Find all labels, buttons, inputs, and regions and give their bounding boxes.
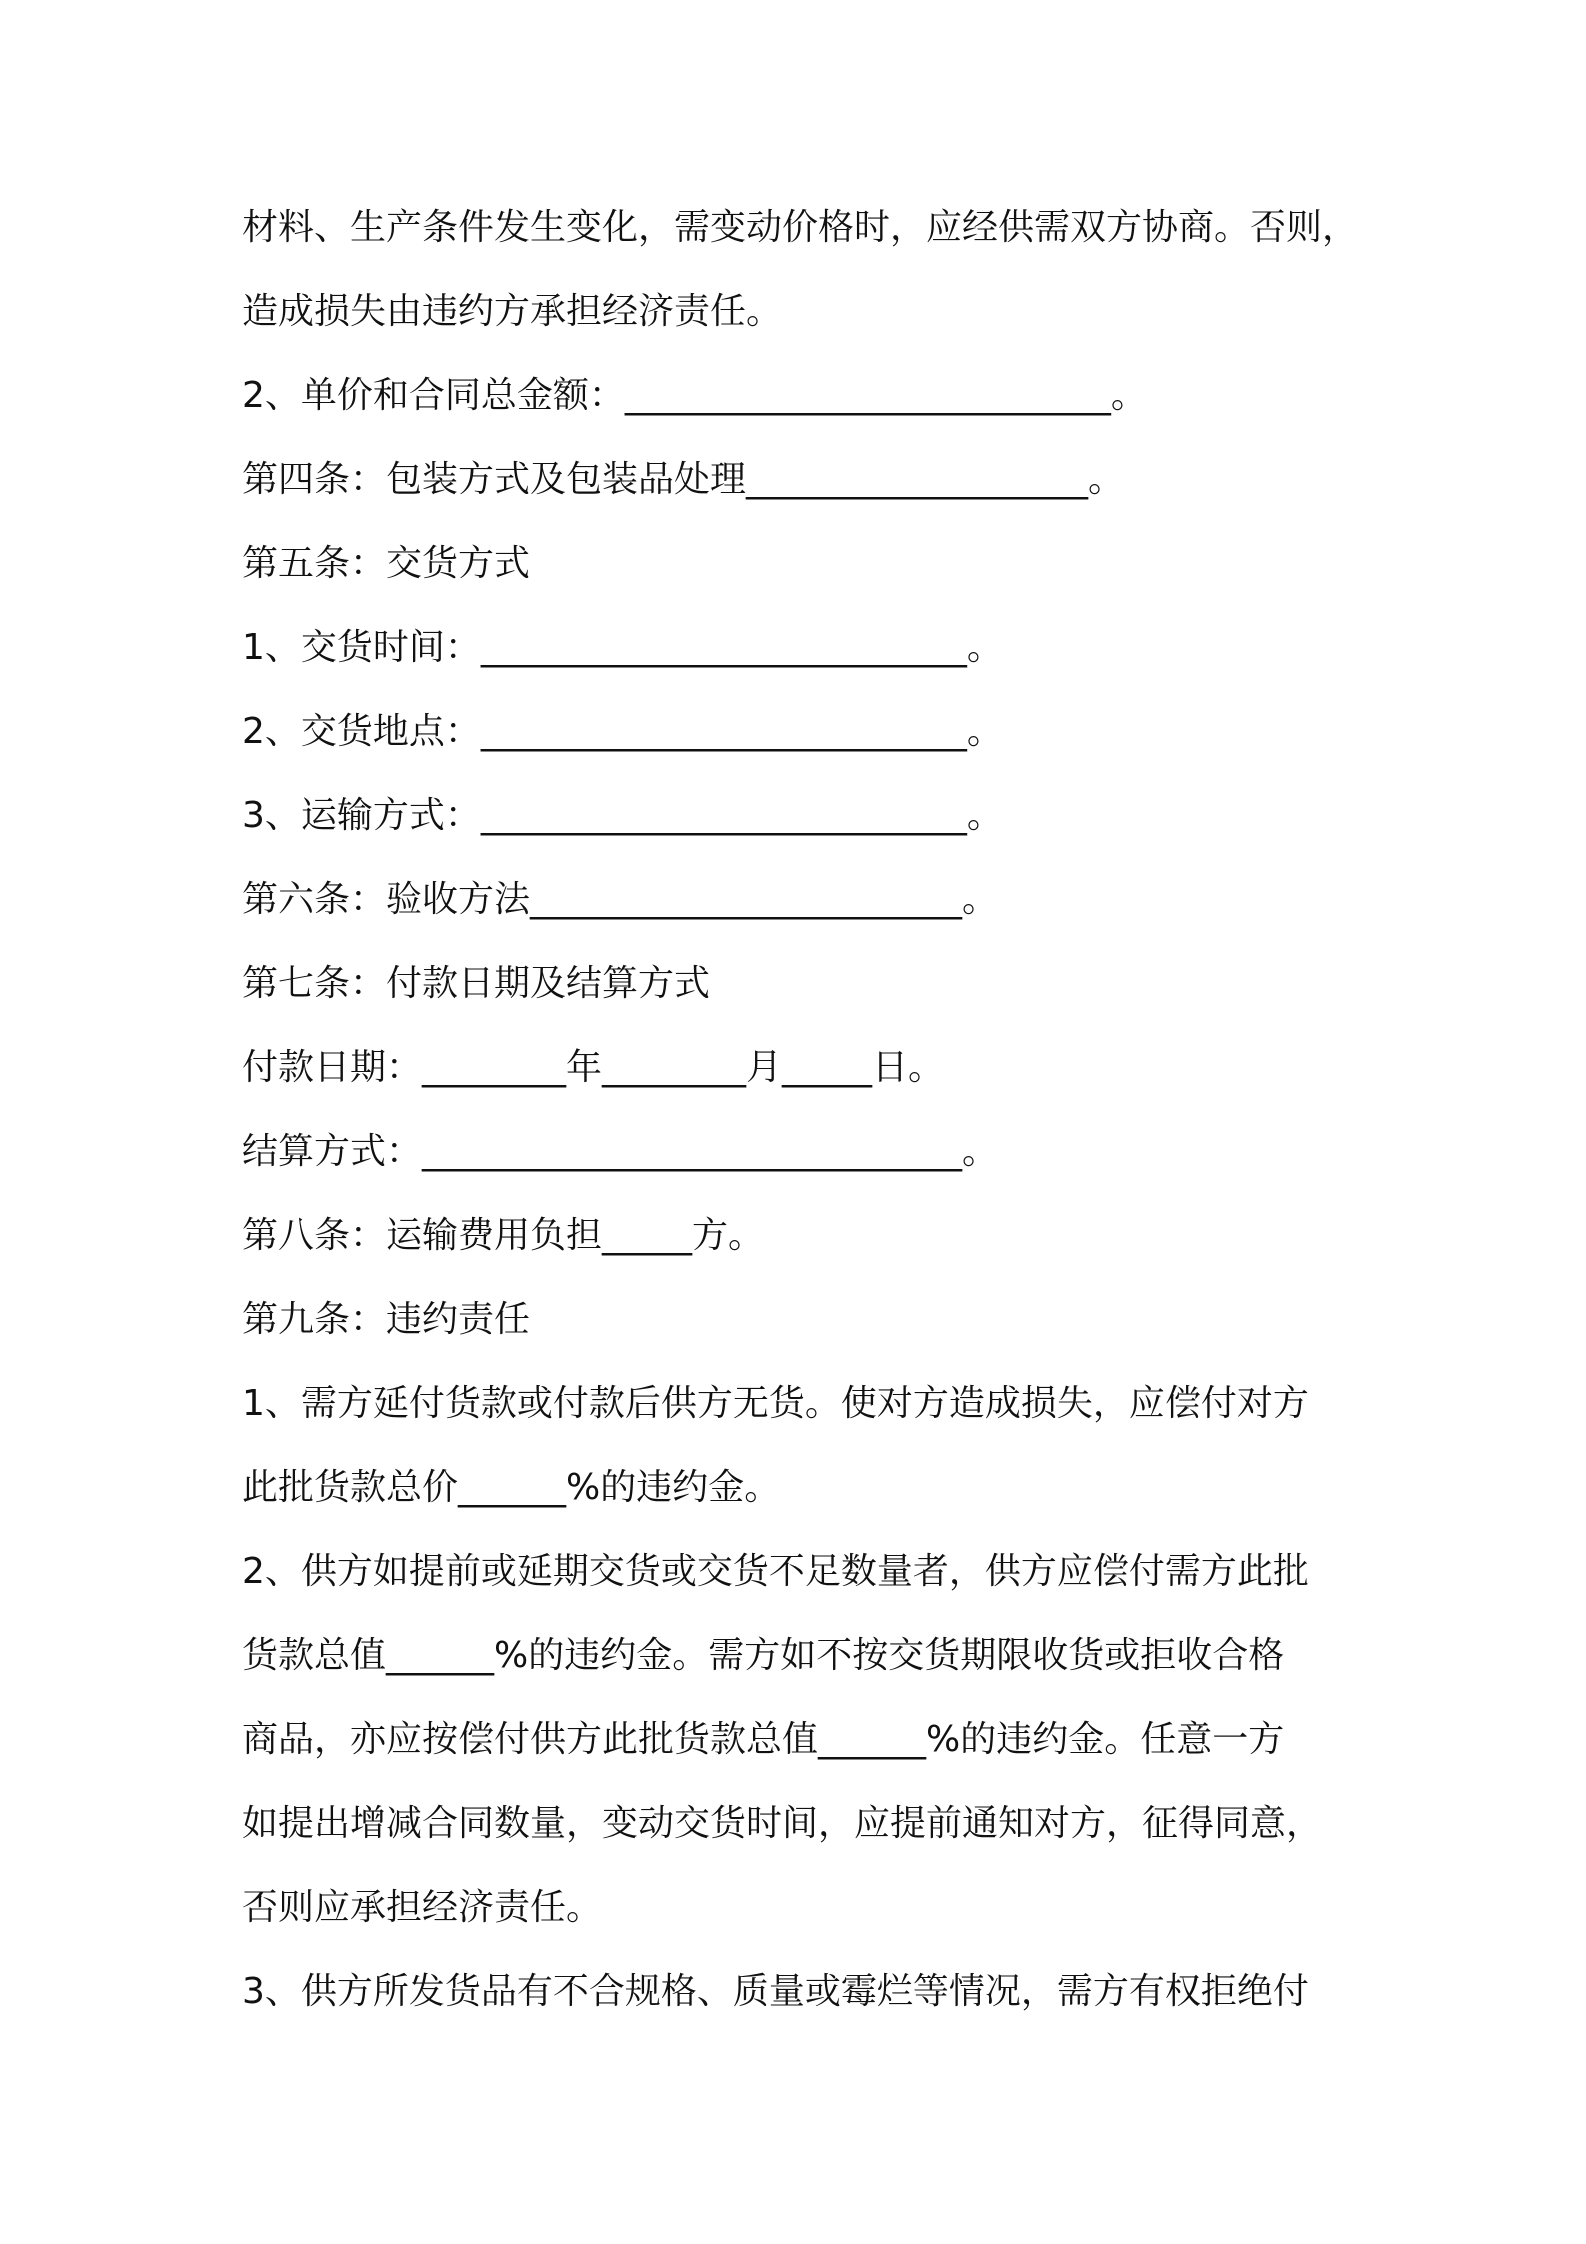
text-line-1: 材料、生产条件发生变化，需变动价格时，应经供需双方协商。否则， xyxy=(242,207,1359,248)
text-line-9: 第六条：验收方法________________________。 xyxy=(242,879,999,920)
text-line-7: 2、交货地点：___________________________。 xyxy=(242,711,1003,752)
text-line-10: 第七条：付款日期及结算方式 xyxy=(242,963,711,1004)
text-line-4: 第四条：包装方式及包装品处理___________________。 xyxy=(242,459,1125,500)
text-line-2: 造成损失由违约方承担经济责任。 xyxy=(242,291,783,332)
text-line-14: 第九条：违约责任 xyxy=(242,1299,531,1340)
text-line-13: 第八条：运输费用负担_____方。 xyxy=(242,1215,765,1256)
text-line-20: 如提出增减合同数量，变动交货时间，应提前通知对方，征得同意， xyxy=(242,1803,1323,1844)
text-line-11: 付款日期：________年________月_____日。 xyxy=(242,1047,945,1088)
text-line-17: 2、供方如提前或延期交货或交货不足数量者，供方应偿付需方此批 xyxy=(242,1551,1309,1592)
text-line-8: 3、运输方式：___________________________。 xyxy=(242,795,1003,836)
text-line-18: 货款总值______%的违约金。需方如不按交货期限收货或拒收合格 xyxy=(242,1635,1285,1676)
text-line-12: 结算方式：______________________________。 xyxy=(242,1131,999,1172)
text-line-22: 3、供方所发货品有不合规格、质量或霉烂等情况，需方有权拒绝付 xyxy=(242,1971,1309,2012)
text-line-3: 2、单价和合同总金额：___________________________。 xyxy=(242,375,1147,416)
text-line-16: 此批货款总价______%的违约金。 xyxy=(242,1467,781,1508)
text-line-19: 商品，亦应按偿付供方此批货款总值______%的违约金。任意一方 xyxy=(242,1719,1285,1760)
text-line-6: 1、交货时间：___________________________。 xyxy=(242,627,1003,668)
text-line-5: 第五条：交货方式 xyxy=(242,543,531,584)
text-line-15: 1、需方延付货款或付款后供方无货。使对方造成损失，应偿付对方 xyxy=(242,1383,1309,1424)
text-line-21: 否则应承担经济责任。 xyxy=(242,1887,603,1928)
